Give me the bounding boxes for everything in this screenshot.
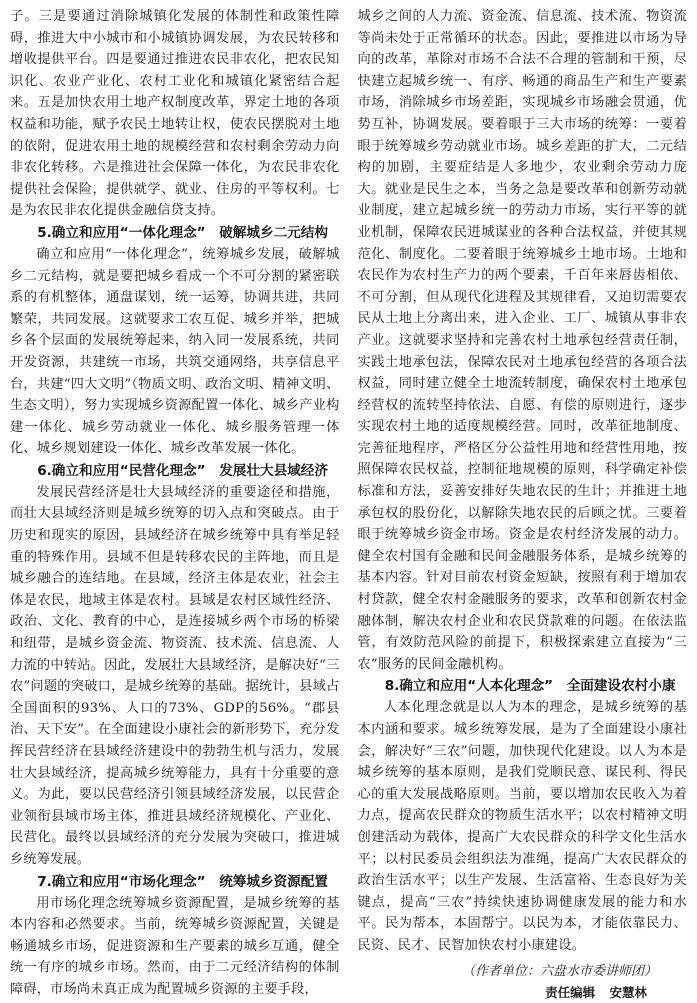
section-heading-5: 5.确立和应用“一体化理念” 破解城乡二元结构 — [37, 224, 328, 241]
section-heading-6: 6.确立和应用“民营化理念” 发展壮大县域经济 — [37, 462, 328, 479]
section-heading-8: 8.确立和应用“人本化理念” 全面建设农村小康 — [384, 678, 676, 695]
section-heading-7: 7.确立和应用“市场化理念” 统筹城乡资源配置 — [37, 873, 328, 890]
editor-name: 安慧林 — [609, 984, 647, 1000]
responsible-editor — [358, 983, 688, 1003]
left-paragraph-1: 子。三是要通过消除城镇化发展的体制性和政策性障碍，推进大中小城市和小城镇协调发展，为农民转移和增收提供平台。四是要通过推进农民非农化，把农民知识化、农业产业化、农村工业化和城镇化紧密结合起来。五是加快农用土地产权制度改革，界定土地的各项权益和功能，赋予农民土地转让权，使农民摆脱对土地的依附，促进农用土地的规模经营和农村剩余劳动力向非农化转移。六是推进社会保障一体化，为农民非农化提供社会保险，提供就学、就业、住房的平等权利。七是为农民非农化提供金融信贷支持。 — [10, 9, 340, 219]
left-column — [10, 6, 340, 997]
right-column — [357, 6, 688, 1000]
right-paragraph-2: 人本化理念就是以人为本的理念，是城乡统筹的基本内涵和要求。城乡统筹发展，是为了全面建设小康社会，解决好“三农”问题，加快现代化建设。以人为本是城乡统筹的基本原则，是我们党顺民意、谋民利、得民心的重大发展战略原则。当前，要以增加农民收入为着力点，提高农民群众的物质生活水平；以农村精神文明创建活动为载体，提高广大农民群众的科学文化生活水平；以村民委员会组织法为准绳，提高广大农民群众的政治生活水平；以生产发展、生活富裕、生态良好为关键点，提高“三农”持续快速协调健康发展的能力和水平。民为帮本，本固帮宁。以民为本，才能依靠民力、民资、民才、民智加快农村小康建设。 — [357, 700, 687, 953]
left-paragraph-4: 用市场化理念统筹城乡资源配置，是城乡统筹的基本内容和必然要求。当前，统筹城乡资源配置，关键是畅通城乡市场，促进资源和生产要素的城乡互通，健全统一有序的城乡市场。然而，由于二元经济结构的体制障碍，市场尚未真正成为配置城乡资源的主要手段， — [10, 895, 340, 997]
author-affiliation: （作者单位：六盘水市委讲师团） — [461, 963, 657, 979]
editor-label: 责任编辑 — [545, 984, 596, 1000]
right-paragraph-1: 城乡之间的人力流、资金流、信息流、技术流、物资流等尚未处于正常循环的状态。因此，要推进以市场为导向的改革，革除对市场不合法不合理的管制和干预，尽快建立起城乡统一、有序、畅通的商品生产和生产要素市场，消除城乡市场差距，实现城乡市场融会贯通，优势互补，协调发展。要着眼于三大市场的统筹：一要着眼于统筹城乡劳动就业市场。城乡差距的扩大，二元结构的加剧，主要症结是人多地少，农业剩余劳动力庞大。就业是民生之本，当务之急是要改革和创新劳动就业制度，建立起城乡统一的劳动力市场，实行平等的就业机制，保障农民进城谋业的各种合法权益，并使其规范化、制度化。二要着眼于统筹城乡土地市场。土地和农民作为农村生产力的两个要素，千百年来唇齿相依、不可分割，但从现代化进程及其规律看，又迫切需要农民从土地上分离出来，进入企业、工厂、城镇从事非农产业。这就要求坚持和完善农村土地承包经营责任制，实践土地承包法，保障农民对土地承包经营的各项合法权益，同时建立健全土地流转制度，确保农村土地承包经营权的流转坚持依法、自愿、有偿的原则进行，逐步实现农村土地的适度规模经营。同时，改革征地制度、完善征地程序，严格区分公益性用地和经营性用地，按照保障农民权益，控制征地规模的原则，科学确定补偿标准和方法，妥善安排好失地农民的生计；并推进土地承包权的股份化，以解除失地农民的后顾之忧。三要着眼于统筹城乡资金市场。资金是农村经济发展的动力。健全农村国有金融和民间金融服务体系，是城乡统筹的基本内容。针对目前农村资金短缺，按照有利于增加农村贷款，健全农村金融服务的要求，改革和创新农村金融体制，解决农村企业和农民贷款难的问题。在依法监管，有效防范风险的前提下，积极探索建立直接为“三农”服务的民间金融机构。 — [357, 9, 687, 672]
left-paragraph-3: 发展民营经济是壮大县域经济的重要途径和措施，而壮大县域经济则是城乡统筹的切入点和突破点。由于历史和现实的原因，县域经济在城乡统筹中具有举足轻重的特殊作用。县域不但是转移农民的主阵地，而且是城乡融合的连结地。在县域，经济主体是农业，社会主体是农民，地域主体是农村。县域是农村区域性经济、政治、文化、教育的中心，是连接城乡两个市场的桥梁和纽带，是城乡资金流、物资流、技术流、信息流、人力流的中转站。因此，发展壮大县域经济，是解决好“三农”问题的突破口，是城乡统筹的基础。据统计，县域占全国面积的93%、人口的73%、GDP的56%。“郡县治、天下安”。在全面建设小康社会的新形势下，充分发挥民营经济在县域经济建设中的勃勃生机与活力，发展壮大县域经济，提高城乡统筹能力，具有十分重要的意义。为此，要以民营经济引领县域经济发展，以民营企业领衔县域市场主体，推进县域经济规模化、产业化、民营化。最终以县域经济的充分发展为突破口，推进城乡统筹发展。 — [10, 484, 340, 867]
left-paragraph-2: 确立和应用“一体化理念”，统筹城乡发展，破解城乡二元结构，就是要把城乡看成一个不可分割的紧密联系的有机整体，通盘谋划，统一运筹，协调共进，共同繁荣，共同发展。这就要求工农互促、城乡并举，把城乡各个层面的发展统筹起来，纳入同一发展系统，共同开发资源，共建统一市场，共筑交通网络，共享信息平台，共建“四大文明”（物质文明、政治文明、精神文明、生态文明），努力实现城乡资源配置一体化、城乡产业构建一体化、城乡劳动就业一体化、城乡服务管理一体化、城乡规划建设一体化、城乡改革发展一体化。 — [10, 246, 340, 457]
